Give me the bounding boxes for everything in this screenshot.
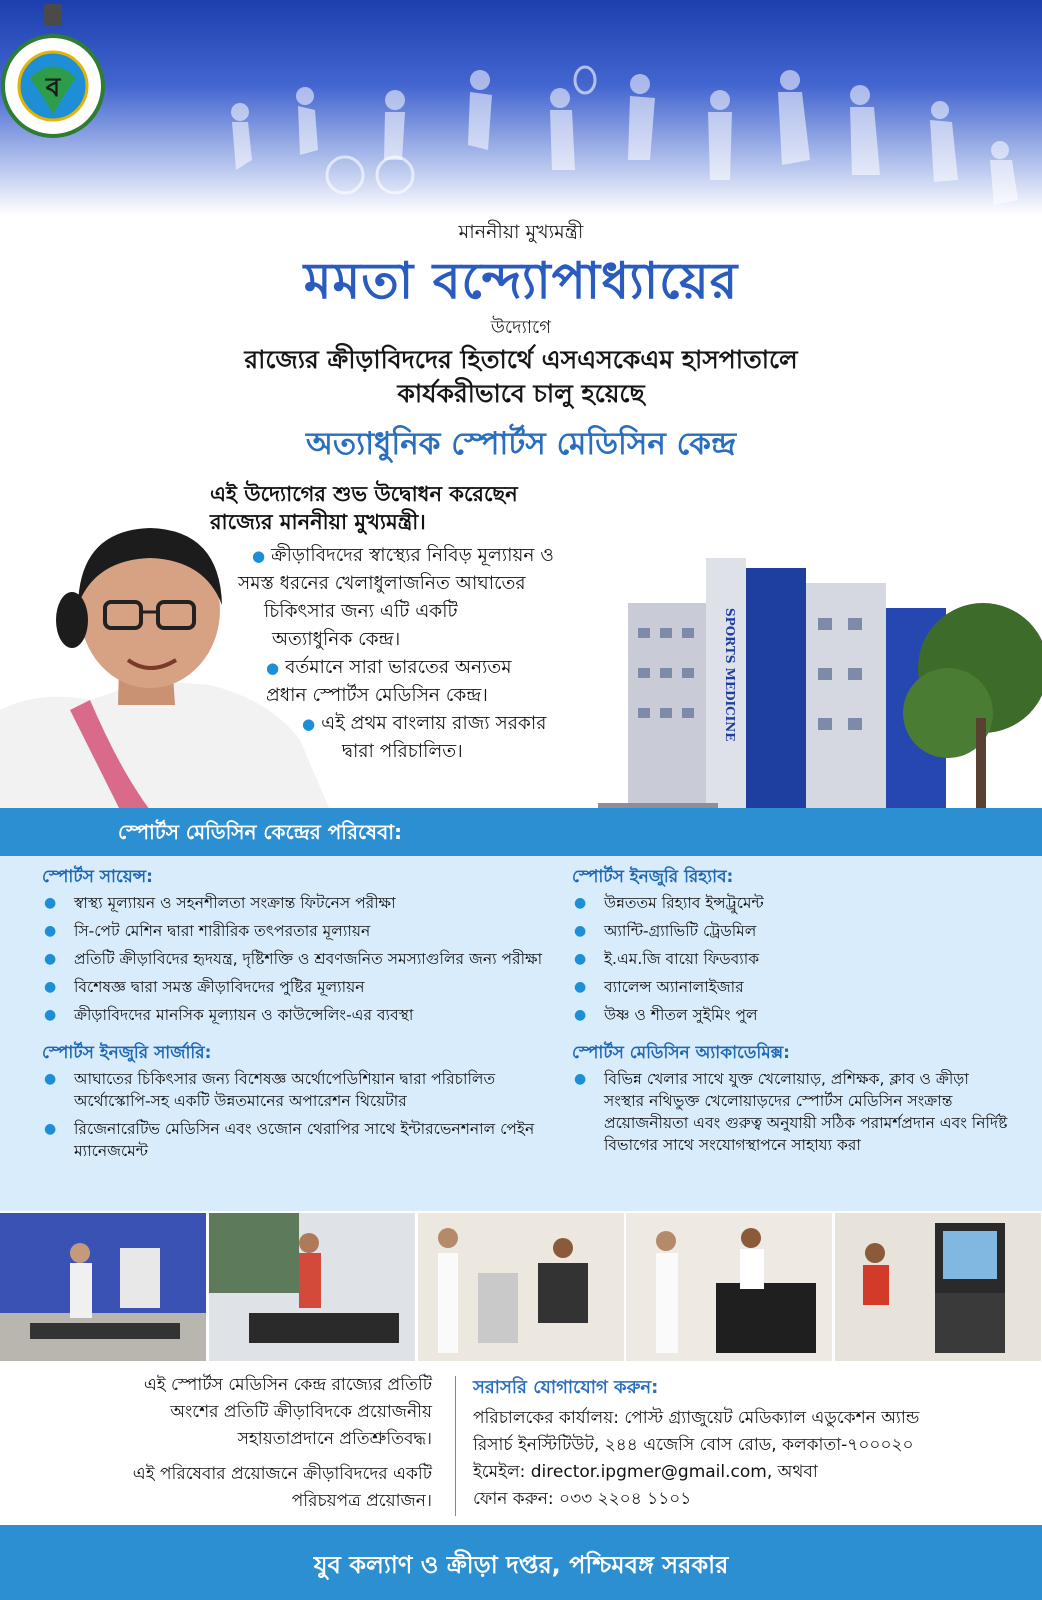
vertical-divider bbox=[455, 1376, 456, 1516]
highlight-text: দ্বারা পরিচালিত। bbox=[342, 741, 463, 762]
contact-address-line-1: পরিচালকের কার্যালয়: পোস্ট গ্র্যাজুয়েট মেডিক্যাল এডুকেশন অ্যান্ড bbox=[473, 1408, 920, 1428]
bullet-icon: ● bbox=[266, 659, 280, 677]
bullet-icon: ● bbox=[44, 895, 57, 911]
bullet-icon: ● bbox=[44, 979, 57, 995]
highlight-item bbox=[252, 542, 636, 570]
highlight-text: অত্যাধুনিক কেন্দ্র। bbox=[272, 629, 401, 650]
sports-silhouettes-graphic bbox=[0, 0, 1042, 215]
bullet-icon: ● bbox=[302, 715, 316, 733]
list-item bbox=[568, 892, 1008, 914]
bullet-icon: ● bbox=[44, 1121, 57, 1137]
list-item-text: বিভিন্ন খেলার সাথে যুক্ত খেলোয়াড়, প্রশিক্ষক, ক্লাব ও ক্রীড়া সংস্থার নথিভুক্ত খেলোয়াড়দের স্পোর্টস মেডিসিন সংক্রান্ত প্রয়োজনীয়তা এবং গুরুত্ব অনুযায়ী সঠিক পরামর্শপ্রদান এবং নির্দিষ্ট বিভাগের সাথে সংযোগস্থাপনে সাহায্য করা bbox=[604, 1070, 1008, 1154]
initiative-text: উদ্যোগে bbox=[490, 317, 552, 338]
bullet-icon: ● bbox=[44, 1071, 57, 1087]
bullet-icon: ● bbox=[574, 923, 587, 939]
list-item-text: উষ্ণ ও শীতল সুইমিং পুল bbox=[604, 1006, 758, 1024]
note-line: অংশের প্রতিটি ক্রীড়াবিদকে প্রয়োজনীয় bbox=[170, 1402, 432, 1422]
services-title: স্পোর্টস মেডিসিন কেন্দ্রের পরিষেবা: bbox=[118, 820, 402, 844]
list-item bbox=[38, 892, 558, 914]
list-item-text: স্বাস্থ্য মূল্যায়ন ও সহনশীলতা সংক্রান্ত ফিটনেস পরীক্ষা bbox=[74, 894, 396, 912]
headline-line-2: কার্যকরীভাবে চালু হয়েছে bbox=[397, 379, 645, 408]
list-item-text: উন্নততম রিহ্যাব ইন্সট্রুমেন্ট bbox=[604, 894, 764, 912]
list-item-text: বিশেষজ্ঞ দ্বারা সমস্ত ক্রীড়াবিদদের পুষ্টির মূল্যায়ন bbox=[74, 978, 365, 996]
inauguration-line-2: রাজ্যের মাননীয়া মুখ্যমন্ত্রী। bbox=[210, 510, 426, 534]
photo-treadmill-test bbox=[0, 1213, 209, 1361]
note-line: সহায়তাপ্রদানে প্রতিশ্রুতিবদ্ধ। bbox=[237, 1429, 432, 1449]
contact-block bbox=[473, 1374, 1013, 1513]
bullet-icon: ● bbox=[44, 923, 57, 939]
bullet-icon: ● bbox=[574, 979, 587, 995]
list-item-text: প্রতিটি ক্রীড়াবিদের হৃদযন্ত্র, দৃষ্টিশক্তি ও শ্রবণজনিত সমস্যাগুলির জন্য পরীক্ষা bbox=[74, 950, 543, 968]
photo-anti-gravity-treadmill bbox=[626, 1213, 835, 1361]
sports-medicine-building-photo bbox=[598, 548, 1042, 848]
list-item bbox=[38, 920, 558, 942]
injury-surgery-heading: স্পোর্টস ইনজুরি সার্জারি: bbox=[42, 1043, 212, 1063]
highlight-text: বর্তমানে সারা ভারতের অন্যতম bbox=[285, 657, 512, 678]
contact-email[interactable]: ইমেইল: director.ipgmer@gmail.com, অথবা bbox=[473, 1462, 818, 1482]
list-item-text: অ্যান্টি-গ্র্যাভিটি ট্রেডমিল bbox=[604, 922, 757, 940]
west-bengal-emblem bbox=[0, 0, 106, 142]
list-item bbox=[38, 1004, 558, 1026]
centre-title: অত্যাধুনিক স্পোর্টস মেডিসিন কেন্দ্র bbox=[305, 426, 737, 462]
leader-name-heading: মমতা বন্দ্যোপাধ্যায়ের bbox=[303, 252, 739, 310]
list-item-text: ক্রীড়াবিদদের মানসিক মূল্যায়ন ও কাউন্সেলিং-এর ব্যবস্থা bbox=[74, 1006, 414, 1024]
list-item bbox=[38, 976, 558, 998]
highlight-text: এই প্রথম বাংলায় রাজ্য সরকার bbox=[321, 713, 547, 734]
bullet-icon: ● bbox=[252, 547, 266, 565]
commitment-note bbox=[60, 1372, 432, 1515]
highlight-item bbox=[266, 654, 636, 682]
academics-heading: স্পোর্টস মেডিসিন অ্যাকাডেমিক্স: bbox=[572, 1043, 790, 1063]
inauguration-text bbox=[210, 480, 518, 536]
list-item bbox=[38, 948, 558, 970]
sports-science-heading: স্পোর্টস সায়েন্স: bbox=[42, 867, 153, 887]
list-item-text: আঘাতের চিকিৎসার জন্য বিশেষজ্ঞ অর্থোপেডিশিয়ান দ্বারা পরিচালিত অর্থোস্কোপি-সহ একটি উন্নতমানের অপারেশন থিয়েটার bbox=[74, 1070, 496, 1110]
contact-heading: সরাসরি যোগাযোগ করুন: bbox=[473, 1377, 659, 1398]
injury-rehab-heading: স্পোর্টস ইনজুরি রিহ্যাব: bbox=[572, 867, 734, 887]
highlight-text: ক্রীড়াবিদদের স্বাস্থ্যের নিবিড় মূল্যায়ন ও bbox=[271, 545, 554, 566]
note-line: এই পরিষেবার প্রয়োজনে ক্রীড়াবিদদের একটি bbox=[132, 1464, 432, 1484]
list-item-text: সি-পেট মেশিন দ্বারা শারীরিক তৎপরতার মূল্যায়ন bbox=[74, 922, 371, 940]
list-item bbox=[38, 1118, 558, 1162]
inauguration-line-1: এই উদ্যোগের শুভ উদ্বোধন করেছেন bbox=[210, 482, 518, 506]
bullet-icon: ● bbox=[574, 895, 587, 911]
note-line: পরিচয়পত্র প্রয়োজন। bbox=[291, 1491, 432, 1511]
photo-treadmill-runner bbox=[209, 1213, 418, 1361]
contact-address-line-2: রিসার্চ ইনস্টিটিউট, ২৪৪ এজেসি বোস রোড, কলকাতা-৭০০০২০ bbox=[473, 1435, 914, 1455]
list-item-text: ব্যালেন্স অ্যানালাইজার bbox=[604, 978, 744, 996]
highlight-text: চিকিৎসার জন্য এটি একটি bbox=[264, 601, 458, 622]
footer-bar bbox=[0, 1525, 1042, 1600]
building-sign-text: SPORTS MEDICINE bbox=[723, 608, 737, 742]
highlight-item bbox=[302, 710, 636, 738]
headline-line-1: রাজ্যের ক্রীড়াবিদদের হিতার্থে এসএসকেএম হাসপাতালে bbox=[244, 345, 798, 374]
list-item-text: রিজেনারেটিভ মেডিসিন এবং ওজোন থেরাপির সাথে ইন্টারভেনশনাল পেইন ম্যানেজমেন্ট bbox=[74, 1120, 535, 1160]
list-item bbox=[568, 948, 1008, 970]
list-item-text: ই.এম.জি বায়ো ফিডব্যাক bbox=[604, 950, 760, 968]
photo-assessment-chair bbox=[418, 1213, 627, 1361]
footer-department: যুব কল্যাণ ও ক্রীড়া দপ্তর, পশ্চিমবঙ্গ সরকার bbox=[313, 1551, 729, 1579]
facility-photo-strip bbox=[0, 1213, 1042, 1361]
highlights-list bbox=[236, 542, 636, 766]
highlight-text: প্রধান স্পোর্টস মেডিসিন কেন্দ্র। bbox=[266, 685, 488, 706]
bullet-icon: ● bbox=[574, 951, 587, 967]
photo-balance-analyzer bbox=[835, 1213, 1042, 1361]
contact-phone[interactable]: ফোন করুন: ০৩৩ ২২০৪ ১১০১ bbox=[473, 1489, 692, 1509]
list-item bbox=[568, 1004, 1008, 1026]
list-item bbox=[568, 1068, 1008, 1156]
list-item bbox=[568, 976, 1008, 998]
honorific-text: মাননীয়া মুখ্যমন্ত্রী bbox=[458, 221, 584, 243]
bullet-icon: ● bbox=[574, 1007, 587, 1023]
bullet-icon: ● bbox=[44, 1007, 57, 1023]
svg-text:ব: ব bbox=[45, 73, 61, 103]
list-item bbox=[38, 1068, 558, 1112]
header-banner bbox=[0, 0, 1042, 215]
services-right-column bbox=[568, 866, 1008, 1162]
list-item bbox=[568, 920, 1008, 942]
services-left-column bbox=[38, 866, 558, 1168]
bullet-icon: ● bbox=[44, 951, 57, 967]
highlight-text: সমস্ত ধরনের খেলাধুলাজনিত আঘাতের bbox=[238, 573, 526, 594]
note-line: এই স্পোর্টস মেডিসিন কেন্দ্র রাজ্যের প্রতিটি bbox=[143, 1375, 432, 1395]
bullet-icon: ● bbox=[574, 1071, 587, 1087]
